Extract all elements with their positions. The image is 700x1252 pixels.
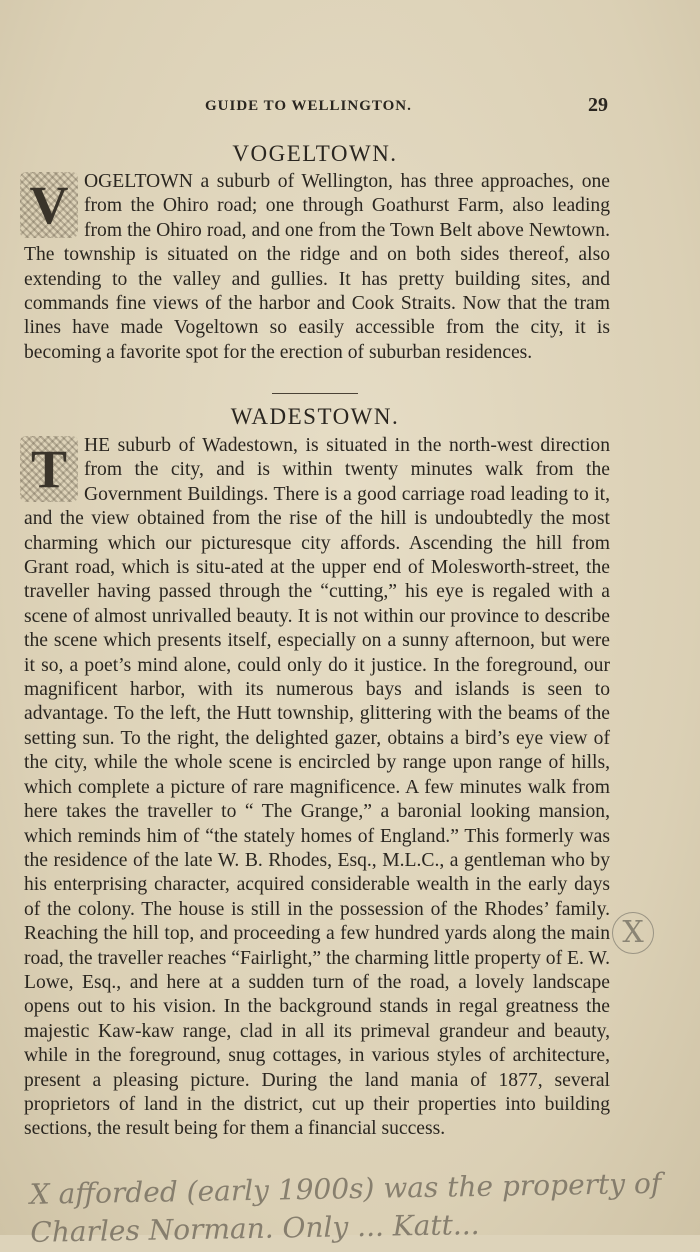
vogeltown-paragraph	[24, 170, 610, 365]
page-number: 29	[588, 94, 608, 116]
wadestown-text: HE suburb of Wadestown, is situated in the north-west direction from the city, and is within twenty minutes walk from the Government Buildings. There is a good carriage road leading to it, and the view obtained from the rise of the hill is undoubtedly the most charming which our picturesque city affords. Ascending the hill from Grant road, which is situ-ated at the upper end of Molesworth-street, the traveller having passed through the “cutting,” his eye is regaled with a scene of almost unrivalled beauty. It is not within our province to describe the scene which presents itself, especially on a sunny afternoon, but were it so, a poet’s mind alone, could only do it justice. In the foreground, our magnificent harbor, with its numerous bays and islands is seen to advantage. To the left, the Hutt township, glittering with the beams of the setting sun. To the right, the delighted gazer, obtains a bird’s eye view of the city, while the whole scene is encircled by range upon range of hills, which complete a picture of rare magnificence. A few minutes walk from here takes the traveller to “ The Grange,” a baronial looking mansion, which reminds him of “the stately homes of England.” This formerly was the residence of the late W. B. Rhodes, Esq., M.L.C., a gentleman who by his enterprising character, acquired considerable wealth in the early days of the colony. The house is still in the possession of the Rhodes’ family. Reaching the hill top, and proceeding a few hundred yards along the main road, the traveller reaches “Fairlight,” the charming little property of E. W. Lowe, Esq., and here at a sudden turn of the road, a lovely landscape opens out to his vision. In the background stands in regal greatness the majestic Kaw-kaw range, clad in all its primeval grandeur and beauty, while in the foreground, snug cottages, in various styles of architecture, present a pleasing picture. During the land mania of 1877, several proprietors of land in the district, cut up their properties into building sections, the result being for them a financial success.	[24, 435, 610, 1140]
section-divider	[272, 393, 358, 394]
section-title-wadestown: WADESTOWN.	[230, 404, 400, 429]
dropcap-v: V	[20, 172, 78, 238]
vogeltown-text: OGELTOWN a suburb of Wellington, has three approaches, one from the Ohiro road; one through Goathurst Farm, also leading from the Ohiro road, and one from the Town Belt above Newtown. The township is situated on the ridge and on both sides thereof, also extending to the valley and gullies. It has pretty building sites, and commands fine views of the harbor and Cook Straits. Now that the tram lines have made Vogeltown so easily accessible from the city, it is becoming a favorite spot for the erection of suburban residences.	[24, 171, 610, 363]
running-title: GUIDE TO WELLINGTON.	[205, 98, 412, 114]
handwritten-note: X afforded (early 1900s) was the property of Charles Norman. Only ... Katt...	[29, 1166, 662, 1249]
section-title-vogeltown: VOGELTOWN.	[232, 141, 398, 166]
dropcap-t: T	[20, 436, 78, 502]
margin-x-mark: X	[612, 912, 654, 954]
wadestown-paragraph	[24, 434, 610, 1142]
